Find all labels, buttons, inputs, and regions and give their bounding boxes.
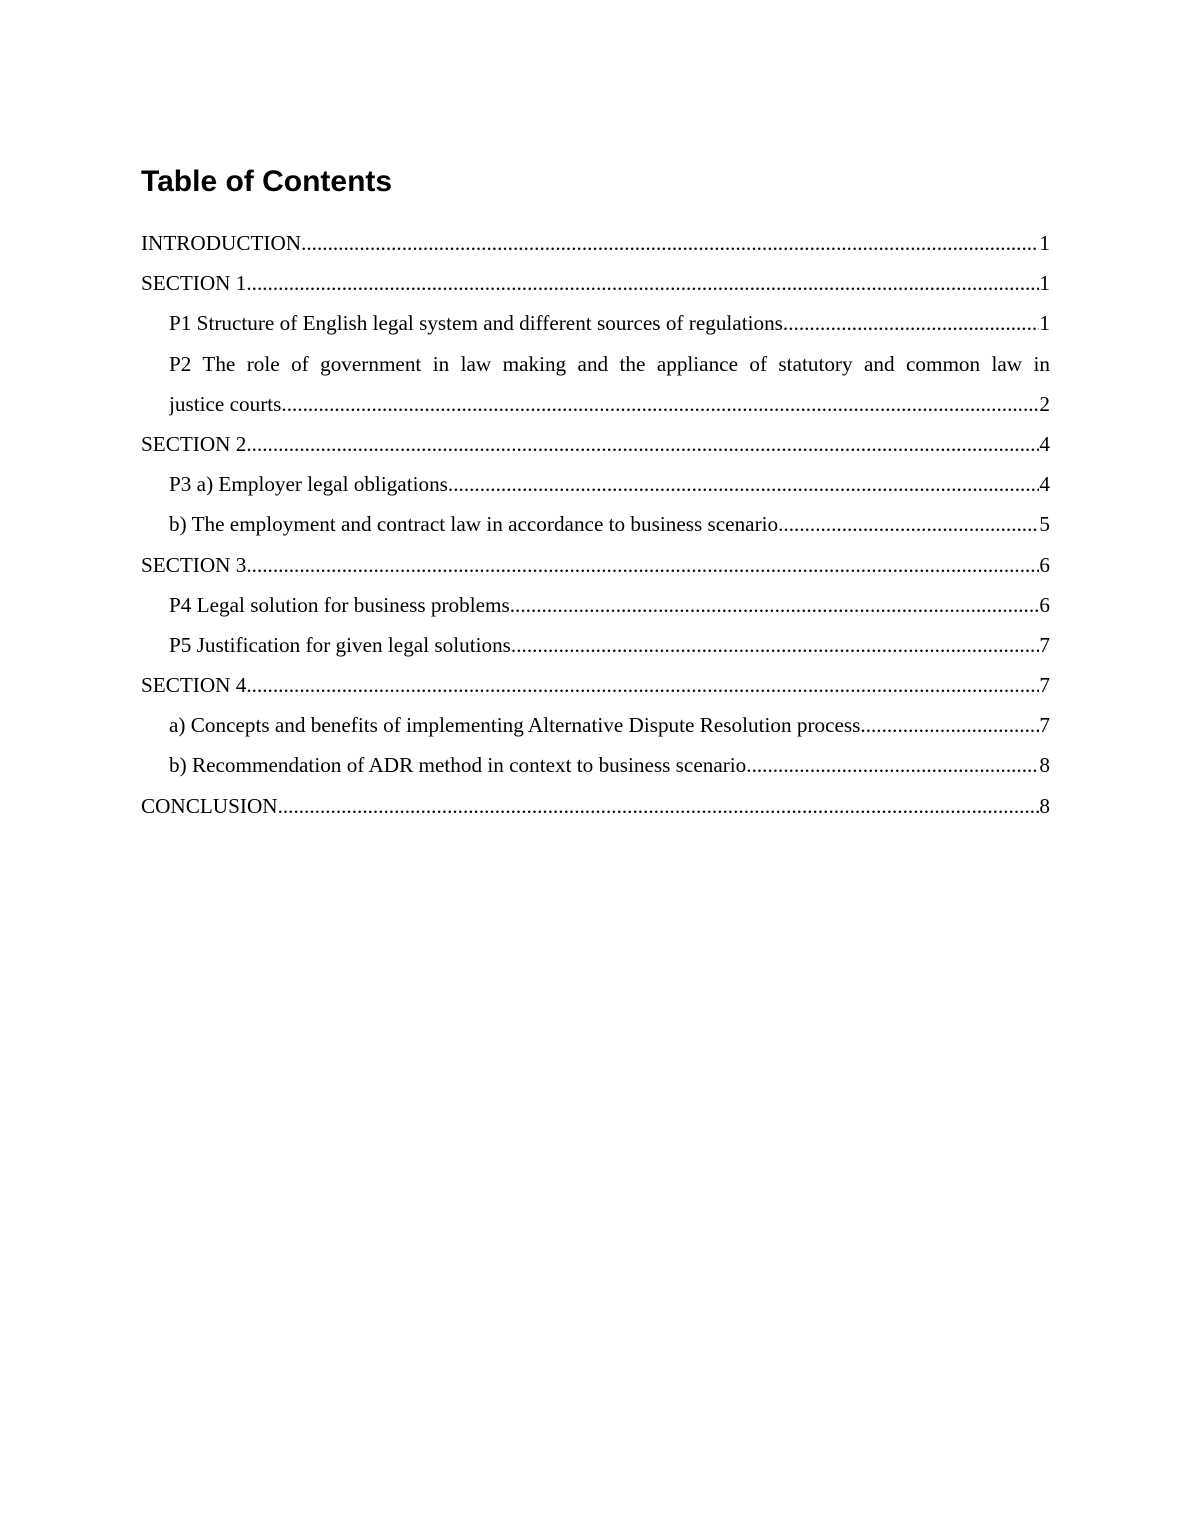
dot-leader	[246, 263, 1039, 303]
dot-leader	[281, 384, 1039, 424]
toc-entry-p3a[interactable]	[141, 464, 1050, 504]
dot-leader	[278, 786, 1040, 826]
toc-page-number: 6	[1039, 552, 1050, 577]
dot-leader	[246, 545, 1039, 585]
dot-leader	[301, 223, 1039, 263]
toc-page-number: 4	[1039, 472, 1050, 497]
dot-leader	[783, 303, 1039, 343]
toc-entry-label: b) Recommendation of ADR method in context to business scenario	[169, 753, 747, 778]
toc-entry-p1[interactable]	[141, 303, 1050, 343]
toc-entry-p4[interactable]	[141, 585, 1050, 625]
toc-entry-continuation	[169, 384, 1050, 424]
toc-list	[141, 223, 1050, 826]
toc-entry-section-4a[interactable]	[141, 705, 1050, 745]
toc-page-number: 7	[1039, 713, 1050, 738]
toc-entry-label: SECTION 2	[141, 431, 247, 456]
toc-page-number: 5	[1039, 512, 1050, 537]
toc-entry-section-3[interactable]	[141, 545, 1050, 585]
dot-leader	[746, 745, 1039, 785]
dot-leader	[511, 625, 1039, 665]
toc-entry-label: P4 Legal solution for business problems	[169, 592, 510, 617]
toc-entry-label: a) Concepts and benefits of implementing Alternative Dispute Resolution process	[169, 713, 861, 738]
toc-entry-label: P2 The role of government in law making and the appliance of statutory and common law in	[169, 351, 1050, 376]
dot-leader	[778, 504, 1039, 544]
dot-leader	[860, 705, 1039, 745]
toc-title: Table of Contents	[141, 165, 393, 198]
toc-entry-p5[interactable]	[141, 625, 1050, 665]
toc-entry-section-1[interactable]	[141, 263, 1050, 303]
toc-page-number: 6	[1039, 592, 1050, 617]
toc-entry-section-2[interactable]	[141, 424, 1050, 464]
toc-entry-label: P3 a) Employer legal obligations	[169, 472, 448, 497]
toc-entry-section-4b[interactable]	[141, 745, 1050, 785]
toc-entry-label: SECTION 1	[141, 271, 247, 296]
toc-entry-label: justice courts	[169, 391, 282, 416]
toc-entry-p3b[interactable]	[141, 504, 1050, 544]
toc-page-number: 7	[1039, 632, 1050, 657]
toc-page-number: 4	[1039, 431, 1050, 456]
toc-page-number: 1	[1039, 271, 1050, 296]
toc-entry-label: SECTION 4	[141, 673, 247, 698]
toc-page-number: 1	[1039, 311, 1050, 336]
toc-entry-label: P5 Justification for given legal solutions	[169, 632, 511, 657]
dot-leader	[246, 424, 1039, 464]
toc-entry-label: CONCLUSION	[141, 793, 278, 818]
dot-leader	[510, 585, 1040, 625]
toc-page-number: 7	[1039, 673, 1050, 698]
dot-leader	[246, 665, 1039, 705]
toc-page-number: 8	[1039, 753, 1050, 778]
toc-entry-label: INTRODUCTION	[141, 231, 302, 255]
toc-page-number: 1	[1039, 231, 1050, 255]
toc-entry-p2[interactable]	[141, 344, 1050, 424]
toc-entry-label: P1 Structure of English legal system and different sources of regulations	[169, 311, 783, 336]
toc-entry-label: SECTION 3	[141, 552, 247, 577]
toc-entry-introduction[interactable]	[141, 223, 1050, 263]
toc-page-number: 2	[1039, 391, 1050, 416]
toc-entry-conclusion[interactable]	[141, 786, 1050, 826]
toc-entry-section-4[interactable]	[141, 665, 1050, 705]
dot-leader	[448, 464, 1039, 504]
toc-page-number: 8	[1039, 793, 1050, 818]
toc-entry-label: b) The employment and contract law in accordance to business scenario	[169, 512, 779, 537]
